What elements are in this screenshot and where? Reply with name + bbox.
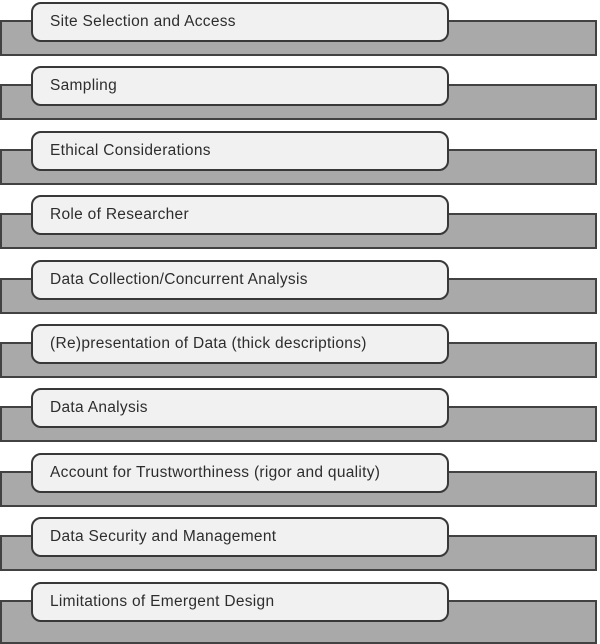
process-step-row	[0, 580, 600, 644]
step-label-box	[31, 66, 449, 106]
process-step-row	[0, 451, 600, 515]
process-step-row	[0, 515, 600, 579]
step-label-box	[31, 517, 449, 557]
step-label-box	[31, 195, 449, 235]
step-label: Site Selection and Access	[50, 13, 236, 30]
process-step-row	[0, 0, 600, 64]
step-label: Data Security and Management	[50, 528, 277, 546]
step-label: Sampling	[50, 77, 118, 95]
step-label-box	[31, 582, 449, 622]
step-label: (Re)presentation of Data (thick descriptions)	[50, 334, 367, 352]
step-label: Limitations of Emergent Design	[50, 592, 275, 610]
process-step-row	[0, 64, 600, 128]
process-step-row	[0, 258, 600, 322]
step-label: Data Analysis	[50, 399, 148, 417]
step-label: Role of Researcher	[50, 206, 189, 224]
step-label-box	[31, 260, 449, 300]
process-step-row	[0, 193, 600, 257]
step-label: Account for Trustworthiness (rigor and quality)	[50, 463, 381, 481]
step-label-box	[31, 453, 449, 493]
step-label-box	[31, 2, 449, 42]
step-label: Ethical Considerations	[50, 141, 211, 159]
step-label-box	[31, 324, 449, 364]
step-label-box	[31, 131, 449, 171]
process-step-row	[0, 129, 600, 193]
process-step-row	[0, 386, 600, 450]
process-step-row	[0, 322, 600, 386]
step-label: Data Collection/Concurrent Analysis	[50, 270, 308, 288]
step-label-box	[31, 388, 449, 428]
